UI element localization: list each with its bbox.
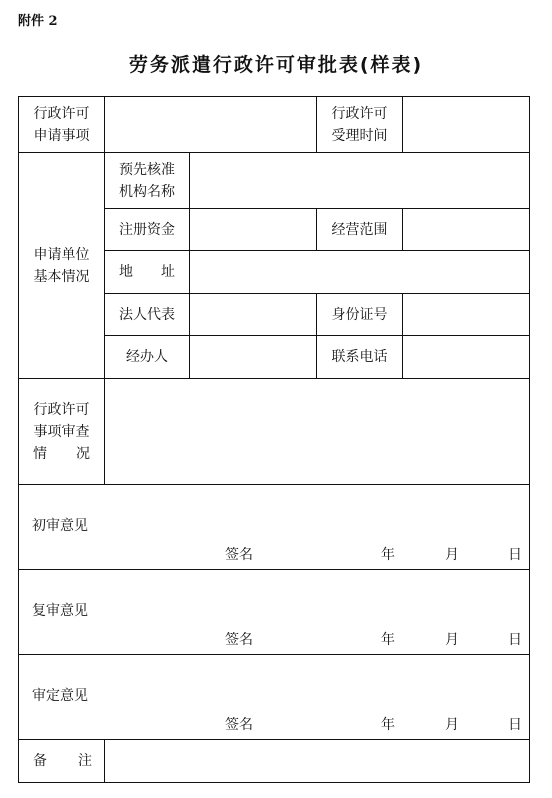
label-permit-item: 行政许可 申请事项 bbox=[19, 97, 105, 153]
second-opinion-day: 日 bbox=[508, 632, 522, 648]
form-title: 劳务派遣行政许可审批表(样表) bbox=[128, 54, 424, 76]
attachment-label: 附件 2 bbox=[18, 14, 58, 29]
approval-form-table bbox=[18, 96, 530, 783]
final-opinion-year: 年 bbox=[381, 717, 395, 733]
second-opinion-label: 复审意见 bbox=[32, 603, 88, 619]
value-phone[interactable] bbox=[403, 336, 530, 379]
row-final-opinion bbox=[19, 655, 530, 740]
label-address: 地 址 bbox=[105, 251, 190, 294]
row-remarks bbox=[19, 740, 530, 783]
final-opinion-label: 审定意见 bbox=[32, 688, 88, 704]
label-legal-rep: 法人代表 bbox=[105, 294, 190, 336]
final-opinion-sign: 签名 bbox=[225, 717, 253, 733]
value-permit-item[interactable] bbox=[105, 97, 317, 153]
first-opinion-day: 日 bbox=[508, 547, 522, 563]
row-agency-name bbox=[19, 153, 530, 209]
row-review bbox=[19, 379, 530, 485]
value-handler[interactable] bbox=[190, 336, 317, 379]
first-opinion-year: 年 bbox=[381, 547, 395, 563]
second-opinion-sign: 签名 bbox=[225, 632, 253, 648]
first-opinion-sign: 签名 bbox=[225, 547, 253, 563]
final-opinion-month: 月 bbox=[445, 717, 459, 733]
final-opinion-day: 日 bbox=[508, 717, 522, 733]
value-legal-rep[interactable] bbox=[190, 294, 317, 336]
first-opinion-cell[interactable] bbox=[19, 485, 530, 570]
value-agency-name[interactable] bbox=[190, 153, 530, 209]
label-unit-info: 申请单位 基本情况 bbox=[19, 153, 105, 379]
value-business-scope[interactable] bbox=[403, 209, 530, 251]
value-id-number[interactable] bbox=[403, 294, 530, 336]
label-registered-capital: 注册资金 bbox=[105, 209, 190, 251]
label-phone: 联系电话 bbox=[317, 336, 403, 379]
label-id-number: 身份证号 bbox=[317, 294, 403, 336]
label-agency-name: 预先核准 机构名称 bbox=[105, 153, 190, 209]
final-opinion-cell[interactable] bbox=[19, 655, 530, 740]
row-first-opinion bbox=[19, 485, 530, 570]
second-opinion-month: 月 bbox=[445, 632, 459, 648]
row-permit-item bbox=[19, 97, 530, 153]
first-opinion-label: 初审意见 bbox=[32, 518, 88, 534]
first-opinion-month: 月 bbox=[445, 547, 459, 563]
row-second-opinion bbox=[19, 570, 530, 655]
value-accept-time[interactable] bbox=[403, 97, 530, 153]
label-review: 行政许可 事项审查 情 况 bbox=[19, 379, 105, 485]
value-remarks[interactable] bbox=[105, 740, 530, 783]
label-accept-time: 行政许可 受理时间 bbox=[317, 97, 403, 153]
second-opinion-cell[interactable] bbox=[19, 570, 530, 655]
label-remarks: 备 注 bbox=[19, 740, 105, 783]
second-opinion-year: 年 bbox=[381, 632, 395, 648]
value-address[interactable] bbox=[190, 251, 530, 294]
value-review[interactable] bbox=[105, 379, 530, 485]
label-handler: 经办人 bbox=[105, 336, 190, 379]
value-registered-capital[interactable] bbox=[190, 209, 317, 251]
label-business-scope: 经营范围 bbox=[317, 209, 403, 251]
